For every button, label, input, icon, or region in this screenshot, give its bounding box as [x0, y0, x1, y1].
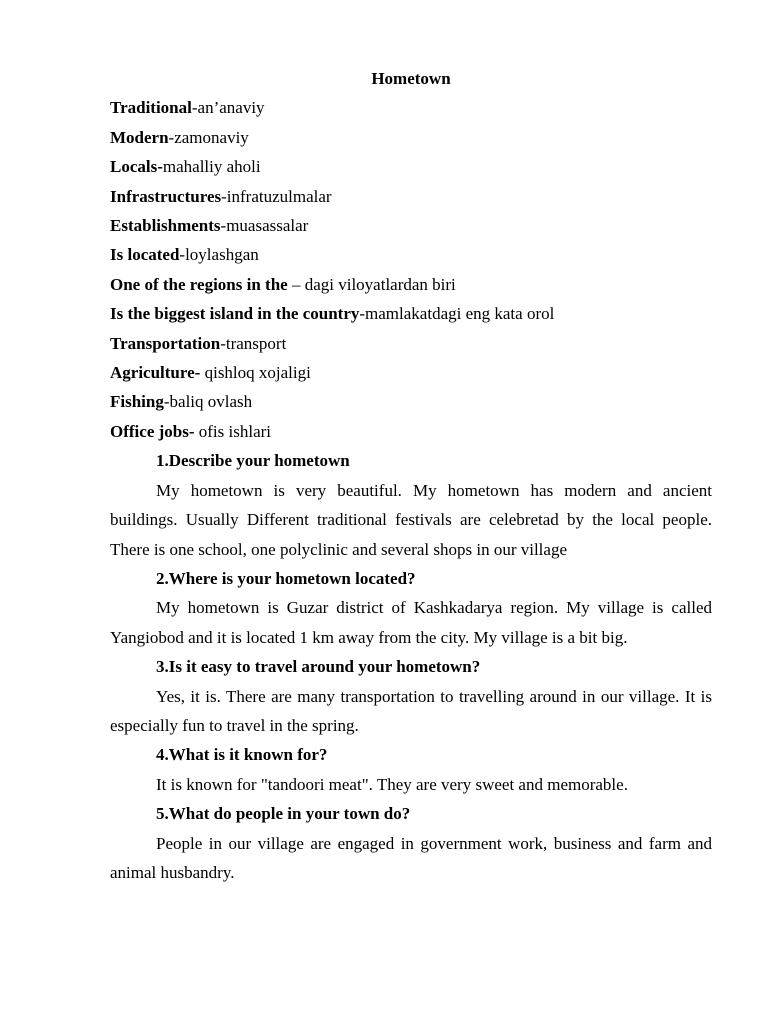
vocab-translation: -mamlakatdagi eng kata orol — [359, 304, 555, 324]
vocab-translation: -transport — [220, 333, 287, 353]
vocab-term: One of the regions in the — [110, 274, 288, 294]
vocab-term: Infrastructures — [110, 186, 222, 206]
answer-paragraph: People in our village are engaged in government work, business and farm and animal husbandry. — [110, 833, 712, 882]
vocab-translation: -baliq ovlash — [163, 392, 253, 412]
vocab-translation: – dagi viloyatlardan biri — [287, 274, 456, 294]
vocabulary-list — [110, 93, 712, 446]
question-heading: 4.What is it known for? — [156, 745, 328, 765]
vocab-translation: -infratuzulmalar — [221, 186, 332, 206]
vocab-term: Fishing — [110, 392, 164, 412]
vocab-translation: -muasassalar — [220, 216, 309, 236]
vocab-translation: mahalliy aholi — [162, 157, 261, 177]
vocab-term: Office jobs- — [110, 421, 195, 441]
vocab-translation: -loylashgan — [179, 245, 259, 265]
vocab-translation: qishloq xojaligi — [200, 363, 311, 383]
vocab-translation: -zamonaviy — [168, 127, 249, 147]
document-body — [110, 64, 712, 887]
answer-paragraph: It is known for "tandoori meat". They are very sweet and memorable. — [156, 774, 628, 794]
vocab-item — [110, 182, 712, 211]
document-title: Hometown — [371, 69, 451, 88]
question-heading: 3.Is it easy to travel around your hometown? — [156, 657, 481, 677]
vocab-term: Agriculture- — [110, 363, 201, 383]
vocab-translation: -an’anaviy — [191, 98, 265, 118]
vocab-item — [110, 299, 712, 328]
vocab-item — [110, 211, 712, 240]
qa-section — [110, 446, 712, 887]
vocab-item — [110, 123, 712, 152]
vocab-term: Locals- — [110, 157, 163, 177]
vocab-translation: ofis ishlari — [194, 421, 272, 441]
vocab-term: Establishments — [110, 216, 221, 236]
vocab-item — [110, 93, 712, 122]
answer-paragraph: My hometown is Guzar district of Kashkadarya region. My village is called Yangiobod and it is located 1 km away from the city. My village is a bit big. — [110, 598, 712, 647]
vocab-term: Transportation — [110, 333, 221, 353]
vocab-item — [110, 240, 712, 269]
vocab-term: Traditional — [110, 98, 192, 118]
vocab-item — [110, 270, 712, 299]
vocab-term: Modern — [110, 127, 169, 147]
vocab-item — [110, 329, 712, 358]
vocab-item — [110, 358, 712, 387]
vocab-item — [110, 152, 712, 181]
vocab-term: Is the biggest island in the country — [110, 304, 360, 324]
question-heading: 5.What do people in your town do? — [156, 804, 411, 824]
vocab-item — [110, 387, 712, 416]
vocab-item — [110, 417, 712, 446]
answer-paragraph: Yes, it is. There are many transportation to travelling around in our village. It is especially fun to travel in the spring. — [110, 686, 712, 735]
answer-paragraph: My hometown is very beautiful. My hometown has modern and ancient buildings. Usually Different traditional festivals are celebretad by the local people. There is one school, one polyclinic and several shops in our village — [110, 480, 712, 559]
question-heading: 1.Describe your hometown — [156, 451, 350, 471]
vocab-term: Is located — [110, 245, 180, 265]
question-heading: 2.Where is your hometown located? — [156, 568, 416, 588]
